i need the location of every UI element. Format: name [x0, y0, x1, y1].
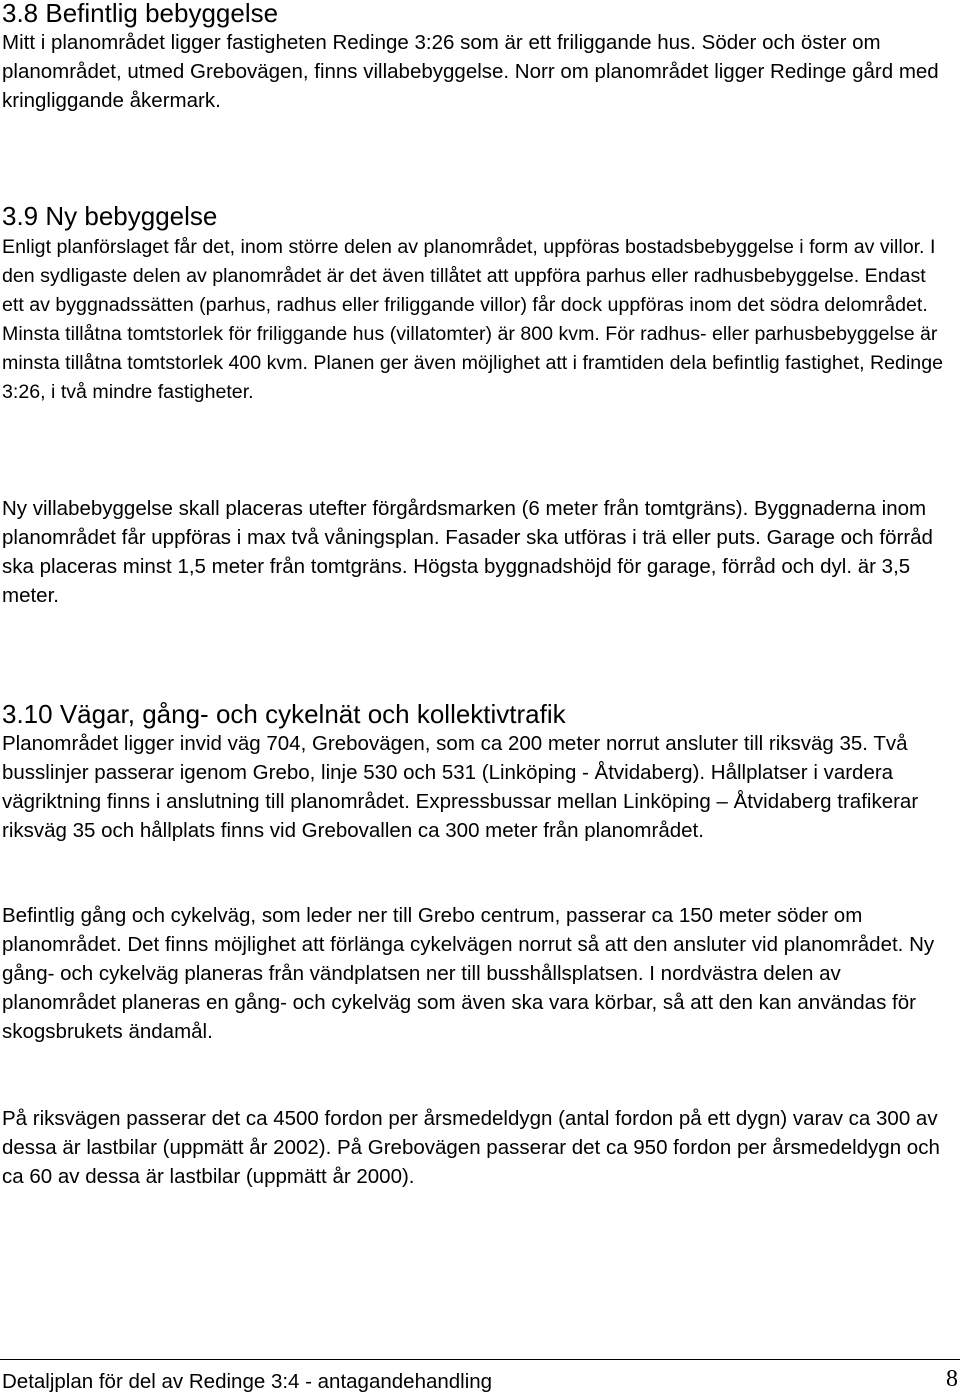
section-3-10-paragraph-2: Befintlig gång och cykelväg, som leder ner till Grebo centrum, passerar ca 150 meter söder om planområdet. Det finns möjlighet att förlänga cykelvägen norrut så att den ansluter vid planområdet. Ny gång- och cykelväg planeras från vändplatsen ner till busshållsplatsen. I nordvästra delen av planområdet planeras en gång- och cykelväg som även ska vara körbar, så att den kan användas för skogsbrukets ändamål. — [2, 904, 935, 1043]
section-3-10-paragraph-3: På riksvägen passerar det ca 4500 fordon per årsmedeldygn (antal fordon på ett dygn) varav ca 300 av dessa är lastbilar (uppmätt år 2002). På Grebovägen passerar det ca 950 fordon per årsmedeldygn och ca 60 av dessa är lastbilar (uppmätt år 2000). — [2, 1107, 940, 1188]
section-3-8-heading: 3.8 Befintlig bebyggelse — [2, 0, 279, 28]
section-3-9-heading: 3.9 Ny bebyggelse — [2, 201, 218, 231]
footer-document-title: Detaljplan för del av Redinge 3:4 - antagandehandling — [2, 1370, 493, 1393]
section-3-10-heading: 3.10 Vägar, gång- och cykelnät och kollektivtrafik — [2, 699, 566, 729]
footer-divider — [0, 1359, 960, 1360]
section-3-9-paragraph-2: Ny villabebyggelse skall placeras utefter förgårdsmarken (6 meter från tomtgräns). Byggnaderna inom planområdet får uppföras i max två våningsplan. Fasader ska utföras i trä eller puts. Garage och förråd ska placeras minst 1,5 meter från tomtgräns. Högsta byggnadshöjd för garage, förråd och dyl. är 3,5 meter. — [2, 497, 933, 607]
page-number: 8 — [946, 1366, 958, 1392]
section-3-9-paragraph-1: Enligt planförslaget får det, inom större delen av planområdet, uppföras bostadsbebyggelse i form av villor. I den sydligaste delen av planområdet är det även tillåtet att uppföra parhus eller radhusbebyggelse. Endast ett av byggnadssätten (parhus, radhus eller friliggande villor) får dock uppföras inom det södra delområdet. Minsta tillåtna tomtstorlek för friliggande hus (villatomter) är 800 kvm. För radhus- eller parhusbebyggelse är minsta tillåtna tomtstorlek 400 kvm. Planen ger även möjlighet att i framtiden dela befintlig fastighet, Redinge 3:26, i två mindre fastigheter. — [2, 236, 943, 403]
section-3-8-paragraph-1: Mitt i planområdet ligger fastigheten Redinge 3:26 som är ett friliggande hus. Söder och öster om planområdet, utmed Grebovägen, finns villabebyggelse. Norr om planområdet ligger Redinge gård med kringliggande åkermark. — [2, 31, 939, 112]
section-3-10-paragraph-1: Planområdet ligger invid väg 704, Grebovägen, som ca 200 meter norrut ansluter till riksväg 35. Två busslinjer passerar igenom Grebo, linje 530 och 531 (Linköping - Åtvidaberg). Hållplatser i vardera vägriktning finns i anslutning till planområdet. Expressbussar mellan Linköping – Åtvidaberg trafikerar riksväg 35 och hållplats finns vid Grebovallen ca 300 meter från planområdet. — [2, 732, 919, 842]
